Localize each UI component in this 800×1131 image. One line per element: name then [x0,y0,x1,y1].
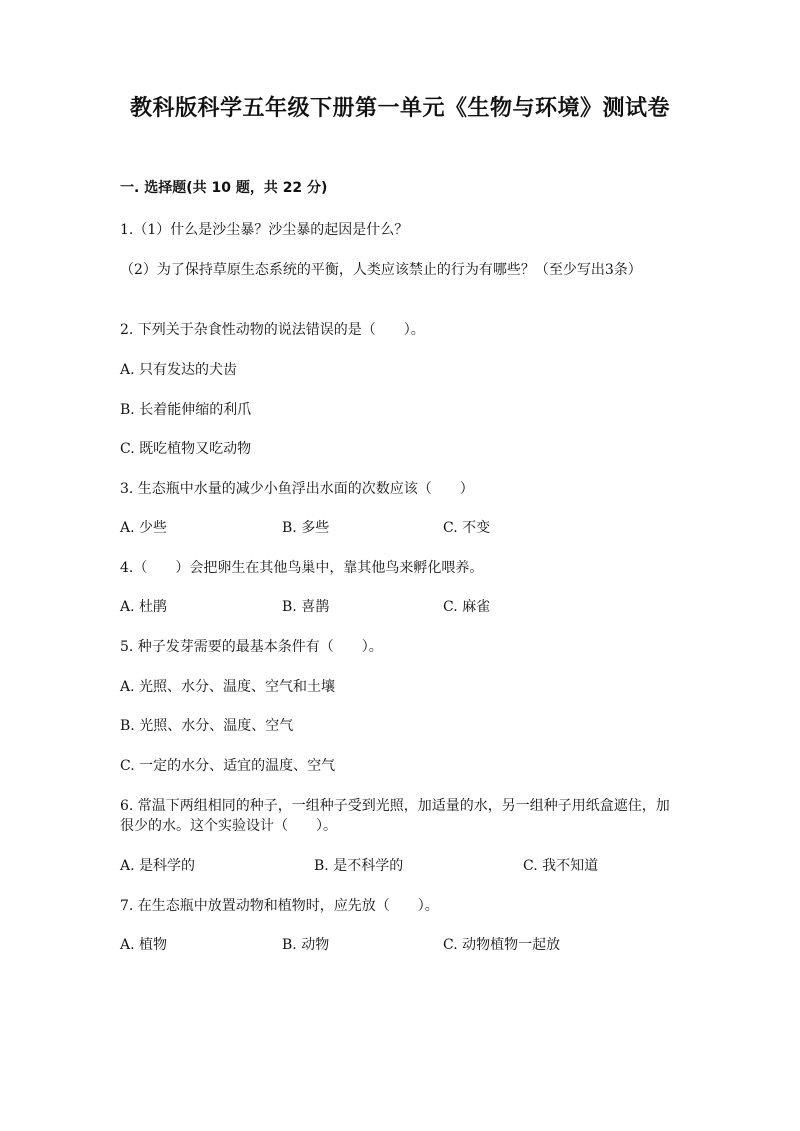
question-1-part-2: （2）为了保持草原生态系统的平衡，人类应该禁止的行为有哪些？（至少写出3条） [120,262,642,278]
question-4-option-c[interactable]: C. 麻雀 [443,599,491,615]
question-7-option-a[interactable]: A. 植物 [120,937,168,953]
question-5-option-a[interactable]: A. 光照、水分、温度、空气和土壤 [120,679,336,695]
question-7-option-c[interactable]: C. 动物植物一起放 [443,937,561,953]
question-6-option-a[interactable]: A. 是科学的 [120,858,196,874]
question-3-option-c[interactable]: C. 不变 [443,520,491,536]
question-4-option-b[interactable]: B. 喜鹊 [282,599,330,615]
question-2-stem: 2. 下列关于杂食性动物的说法错误的是（ ）。 [120,322,425,338]
question-5-option-c[interactable]: C. 一定的水分、适宜的温度、空气 [120,758,336,774]
question-2-option-a[interactable]: A. 只有发达的犬齿 [120,362,238,378]
question-5-option-b[interactable]: B. 光照、水分、温度、空气 [120,718,294,734]
question-6-option-b[interactable]: B. 是不科学的 [314,858,404,874]
question-2-option-c[interactable]: C. 既吃植物又吃动物 [120,441,252,457]
question-6-option-c[interactable]: C. 我不知道 [523,858,599,874]
question-2-option-b[interactable]: B. 长着能伸缩的利爪 [120,402,252,418]
question-3-option-b[interactable]: B. 多些 [282,520,330,536]
section-heading: 一. 选择题(共 10 题，共 22 分) [120,180,328,196]
question-4-option-a[interactable]: A. 杜鹃 [120,599,168,615]
page-title: 教科版科学五年级下册第一单元《生物与环境》测试卷 [129,96,670,121]
question-4-stem: 4.（ ）会把卵生在其他鸟巢中，靠其他鸟来孵化喂养。 [120,560,484,576]
question-5-stem: 5. 种子发芽需要的最基本条件有（ ）。 [120,639,383,655]
question-1-part-1: 1.（1）什么是沙尘暴？沙尘暴的起因是什么？ [120,222,409,238]
question-3-option-a[interactable]: A. 少些 [120,520,168,536]
question-3-stem: 3. 生态瓶中水量的减少小鱼浮出水面的次数应该（ ） [120,481,474,497]
question-6-stem: 6. 常温下两组相同的种子，一组种子受到光照，加适量的水，另一组种子用纸盒遮住，加很少的水。这个实验设计（ ）。 [120,798,670,834]
question-7-option-b[interactable]: B. 动物 [282,937,330,953]
question-7-stem: 7. 在生态瓶中放置动物和植物时，应先放（ ）。 [120,898,439,914]
